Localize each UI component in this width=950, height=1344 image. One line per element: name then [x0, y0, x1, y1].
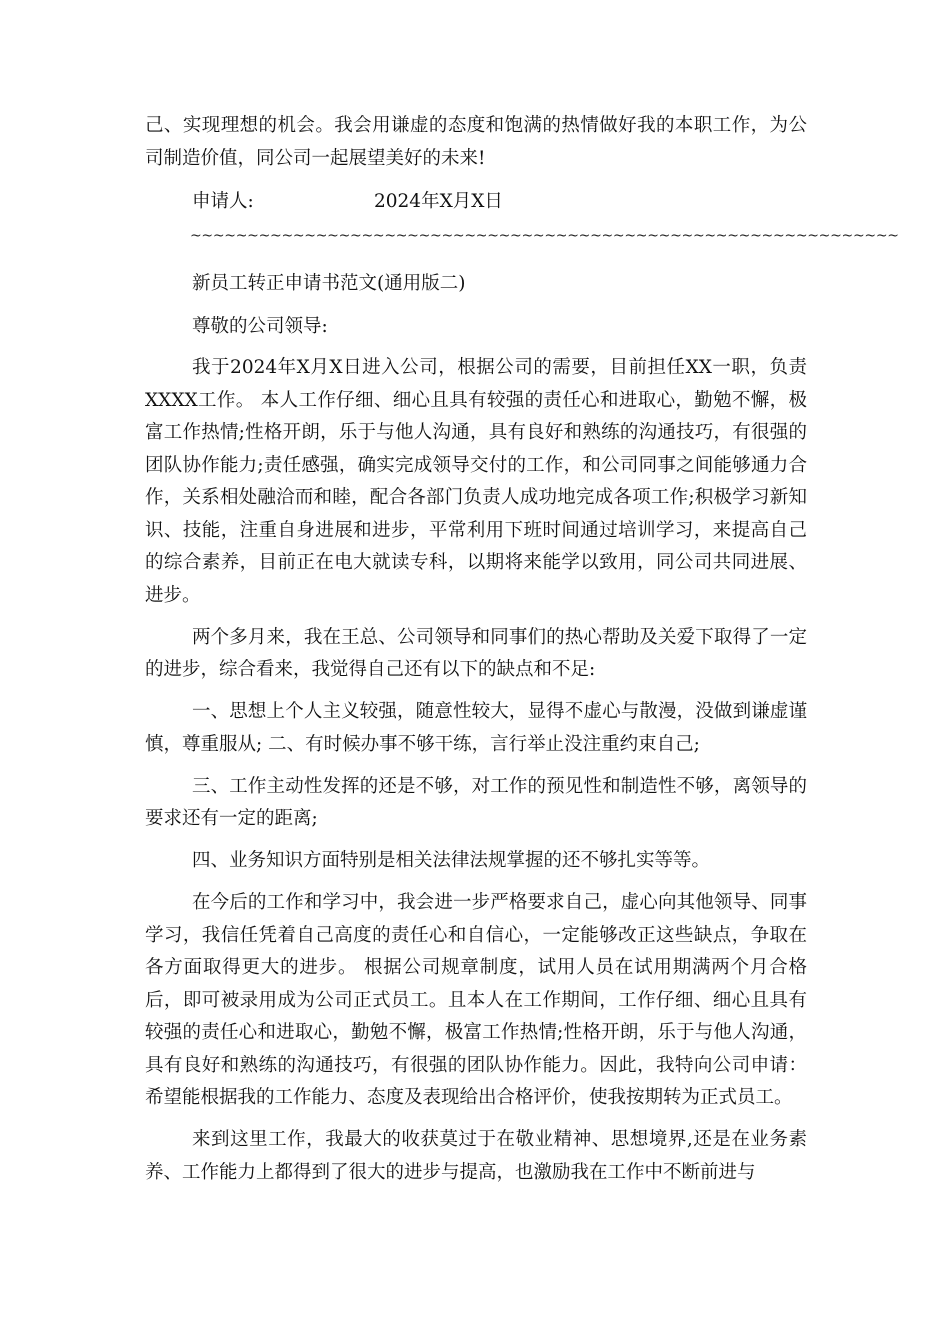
paragraph-shortcomings-intro: 两个多月来，我在王总、公司领导和同事们的热心帮助及关爱下取得了一定的进步，综合看来，我觉得自己还有以下的缺点和不足: [145, 626, 807, 680]
tilde-separator: ~~~~~~~~~~~~~~~~~~~~~~~~~~~~~~~~~~~~~~~~~~~~~~~~~~~~~~~~~~~~~~ [190, 228, 899, 244]
paragraph-shortcoming-one-two: 一、思想上个人主义较强，随意性较大，显得不虚心与散漫，没做到谦虚谨慎，尊重服从; 二、有时候办事不够干练，言行举止没注重约束自己; [145, 701, 807, 755]
intro-block [145, 110, 807, 175]
paragraph-introduction: 我于2024年X月X日进入公司，根据公司的需要，目前担任XX一职，负责XXXX工作。 本人工作仔细、细心且具有较强的责任心和进取心，勤勉不懈，极富工作热情;性格开朗，乐于与他人沟通，具有良好和熟练的沟通技巧，有很强的团队协作能力;责任感强，确实完成领导交付的工作，和公司同事之间能够通力合作，关系相处融洽而和睦，配合各部门负责人成功地完成各项工作;积极学习新知识、技能，注重自身进展和进步，平常利用下班时间通过培训学习，来提高自己的综合素养，目前正在电大就读专科，以期将来能学以致用，同公司共同进展、进步。 [145, 357, 807, 606]
section-title: 新员工转正申请书范文(通用版二) [192, 273, 466, 294]
body-text [145, 352, 807, 1199]
intro-paragraph: 己、实现理想的机会。我会用谦虚的态度和饱满的热情做好我的本职工作，为公司制造价值，同公司一起展望美好的未来! [145, 115, 807, 169]
applicant-label: 申请人: [192, 191, 254, 212]
paragraph-shortcoming-four: 四、业务知识方面特别是相关法律法规掌握的还不够扎实等等。 [192, 850, 711, 871]
applicant-date: 2024年X月X日 [374, 191, 503, 212]
paragraph-shortcoming-three: 三、工作主动性发挥的还是不够，对工作的预见性和制造性不够，离领导的要求还有一定的距离; [145, 775, 807, 829]
paragraph-gains: 来到这里工作，我最大的收获莫过于在敬业精神、思想境界,还是在业务素养、工作能力上都得到了很大的进步与提高，也激励我在工作中不断前进与 [145, 1129, 807, 1183]
salutation: 尊敬的公司领导: [192, 316, 328, 337]
paragraph-request: 在今后的工作和学习中，我会进一步严格要求自己，虚心向其他领导、同事学习，我信任凭着自己高度的责任心和自信心，一定能够改正这些缺点，争取在各方面取得更大的进步。 根据公司规章制度，试用人员在试用期满两个月合格后，即可被录用成为公司正式员工。且本人在工作期间，工作仔细、细心且具有较强的责任心和进取心，勤勉不懈，极富工作热情;性格开朗，乐于与他人沟通，具有良好和熟练的沟通技巧，有很强的团队协作能力。因此，我特向公司申请：希望能根据我的工作能力、态度及表现给出合格评价，使我按期转为正式员工。 [145, 892, 807, 1108]
applicant-line [192, 186, 503, 218]
